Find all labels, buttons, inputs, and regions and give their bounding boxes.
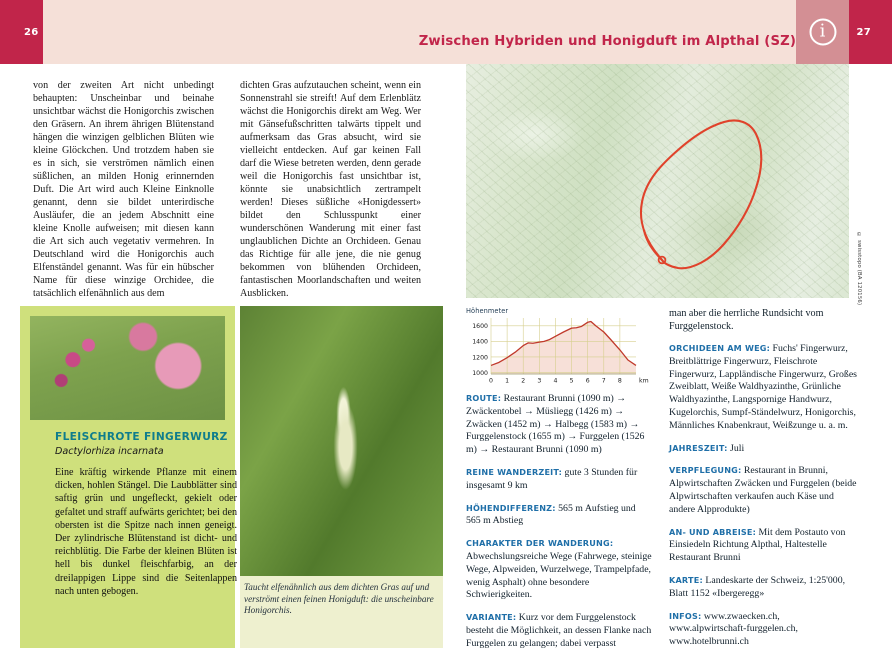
species-description: Eine kräftig wirkende Pflanze mit einem dicken, hohlen Stängel. Die Laubblätter sind saftig grün und ungefleckt, gekielt oder gefaltet und straff aufwärts gerichtet; bei den obersten ist die Spitze nach innen geneigt. Der zylindrische Blütenstand ist dicht- und reichblütig. Die Farbe der kleinen Blüten ist hell bis dunkel fleischfarbig, an der dreilappigen Lippe sind die Seitenlappen nach unten gebogen.	[55, 467, 237, 597]
intro-paragraph: man aber die herrliche Rundsicht vom Furggelenstock.	[669, 308, 824, 332]
svg-text:6: 6	[585, 377, 590, 385]
left-page-number: 26	[24, 27, 39, 38]
info-block-text: 565 m Aufstieg und 565 m Abstieg	[466, 502, 636, 527]
info-block-text: Kurz vor dem Furggelenstock besteht die Möglichkeit, an dessen Flanke nach Furggelen zu gelangen; dabei verpasst	[466, 612, 652, 648]
svg-text:2: 2	[521, 377, 526, 385]
info-block	[466, 502, 652, 529]
center-photo	[240, 306, 443, 576]
species-common-name: FLEISCHROTE FINGERWURZ	[55, 431, 228, 443]
info-block	[466, 466, 652, 493]
info-block-text: Restaurant Brunni (1090 m) → Zwäckentobel → Müsliegg (1426 m) → Zwäcken (1452 m) → Halbegg (1583 m) → Furggelenstock (1655 m) → Furggelen (1526 m) → Restaurant Brunni (1090 m)	[466, 393, 645, 456]
orchid-photo-image	[30, 316, 225, 420]
svg-text:1400: 1400	[472, 338, 488, 346]
info-block-label: VARIANTE:	[466, 612, 517, 623]
svg-text:7: 7	[601, 377, 606, 385]
info-block-label: VERPFLEGUNG:	[669, 465, 742, 476]
info-block-text: Fuchs' Fingerwurz, Breitblättrige Fingerwurz, Fleischrote Fingerwurz, Lappländische Fingerwurz, Großes Zweiblatt, Weiße Waldhyazinthe, Grünliche Waldhyazinthe, Langspornige Handwurz, Kugelorchis, Sumpf-Ständelwurz, Honigorchis, Männliches Knabenkraut, Weißzunge u. a. m.	[669, 343, 857, 431]
info-block	[466, 537, 652, 602]
info-block-label: JAHRESZEIT:	[669, 442, 728, 453]
info-block	[669, 442, 857, 456]
left-page-header-band	[0, 0, 446, 64]
info-block-label: KARTE:	[669, 574, 703, 585]
right-page-number: 27	[856, 27, 871, 38]
svg-text:km: km	[639, 377, 649, 385]
info-block	[669, 610, 857, 648]
info-block-text: www.zwaecken.ch, www.alpwirtschaft-furggelen.ch, www.hotelbrunni.ch	[669, 610, 798, 648]
info-block-label: ORCHIDEEN AM WEG:	[669, 343, 771, 353]
svg-text:5: 5	[569, 377, 574, 385]
elevation-profile-svg	[466, 316, 652, 388]
info-block	[669, 526, 857, 565]
info-block	[466, 392, 652, 457]
info-block-text: Abwechslungsreiche Wege (Fahrwege, steinige Wege, Alpweiden, Wurzelwege, Trampelpfade, wenig Asphalt) ohne besondere Schwierigkeiten.	[466, 550, 652, 601]
svg-text:1200: 1200	[472, 354, 488, 362]
info-block-label: ROUTE:	[466, 393, 502, 403]
svg-text:3: 3	[537, 377, 542, 385]
info-block-label: REINE WANDERZEIT:	[466, 466, 563, 477]
info-block-text: Restaurant in Brunni, Alpwirtschaften Zwäcken und Furggelen (beide Alpwirtschaften verkaufen auch Käse und andere Alpprodukte)	[669, 465, 857, 515]
species-latin-name: Dactylorhiza incarnata	[55, 446, 164, 457]
honigorchis-photo-image	[240, 306, 443, 576]
svg-text:8: 8	[617, 377, 622, 385]
chart-title: Höhenmeter	[466, 307, 509, 315]
info-block	[466, 611, 652, 648]
center-photo-caption: Taucht elfenähnlich aus dem dichten Gras auf und verströmt einen feinen Honigduft: die unscheinbare Honigorchis.	[244, 582, 434, 616]
info-block	[669, 574, 857, 601]
svg-text:4: 4	[553, 377, 558, 385]
info-block-text: gute 3 Stunden für insgesamt 9 km	[466, 466, 638, 491]
info-block	[669, 342, 857, 433]
svg-text:1600: 1600	[472, 323, 488, 331]
hiking-map	[466, 64, 849, 298]
body-column-1: von der zweiten Art nicht unbedingt behaupten: Unscheinbar und beinahe unsichtbar wächst die Honigorchis zwischen den Gräsern. An ihrem ährigen Blütenstand hängen die winzigen gelblichen Blüten wie kleine Glöckchen. Und trotzdem haben sie es in sich, sie verströmen nämlich einen süßlichen, an milden Honig erinnernden Duft. Die Art wird auch Kleine Einknolle genannt, denn sie bildet unterirdische Ausläufer, die an jedem Abschnitt eine kleine Knolle aufweisen; mit diesen kann die Art sich auch vegetativ vermehren. In Deutschland wird die Honigorchis auch Elfenständel genannt. Was für ein hübscher Name für diese winzige Orchidee, die tatsächlich elfenähnlich aus dem	[33, 80, 214, 299]
map-copyright-text: © swisstopo (BA 120156)	[856, 232, 862, 306]
chapter-title: Zwischen Hybriden und Honigduft im Alpthal (SZ)	[418, 34, 796, 49]
route-info-column-left	[466, 392, 652, 648]
map-route-overlay	[466, 64, 849, 298]
route-info-column-right	[669, 342, 857, 648]
map-terrain-image	[466, 64, 849, 298]
info-block-label: AN- UND ABREISE:	[669, 526, 757, 537]
info-block-text: Mit dem Postauto von Einsiedeln Richtung Alpthal, Haltestelle Restaurant Brunni	[669, 526, 846, 564]
svg-text:0: 0	[489, 377, 493, 385]
info-block-text: Juli	[727, 442, 745, 454]
elevation-profile-chart	[466, 307, 652, 387]
info-badge	[796, 0, 849, 64]
info-block-label: INFOS:	[669, 610, 702, 621]
info-block-text: Landeskarte der Schweiz, 1:25'000, Blatt 1152 «Ibergeregg»	[669, 574, 846, 599]
info-block-label: HÖHENDIFFERENZ:	[466, 502, 556, 513]
species-photo	[30, 316, 225, 420]
svg-text:1000: 1000	[472, 369, 488, 377]
center-photo-caption-box	[240, 576, 443, 648]
species-info-box	[20, 306, 235, 648]
info-icon: i	[809, 19, 836, 46]
info-block-label: CHARAKTER DER WANDERUNG:	[466, 538, 614, 549]
svg-text:1: 1	[505, 377, 510, 385]
body-column-2: dichten Gras aufzutauchen scheint, wenn ein Sonnenstrahl sie streift! Auf dem Erlenblätz wächst die Honigorchis direkt am Weg. Wer mit Gänsefußschritten talwärts tippelt und aufmerksam das Gras absucht, wird sie vielleicht entdecken. Auf gar keinen Fall darf die Wiese betreten werden, denn gerade weil die Honigorchis fast unsichtbar ist, könnte sie unabsichtlich zertrampelt werden! Dieses süßliche «Honigdessert» bildet den Schlusspunkt einer wunderschönen Wanderung mit einer fast unglaublichen Dichte an Orchideen. Genau das Richtige für alle jene, die nie genug bekommen von blühenden Orchideen, fantastischen Moorlandschaften und weiten Ausblicken.	[240, 80, 421, 299]
info-block	[669, 464, 857, 516]
